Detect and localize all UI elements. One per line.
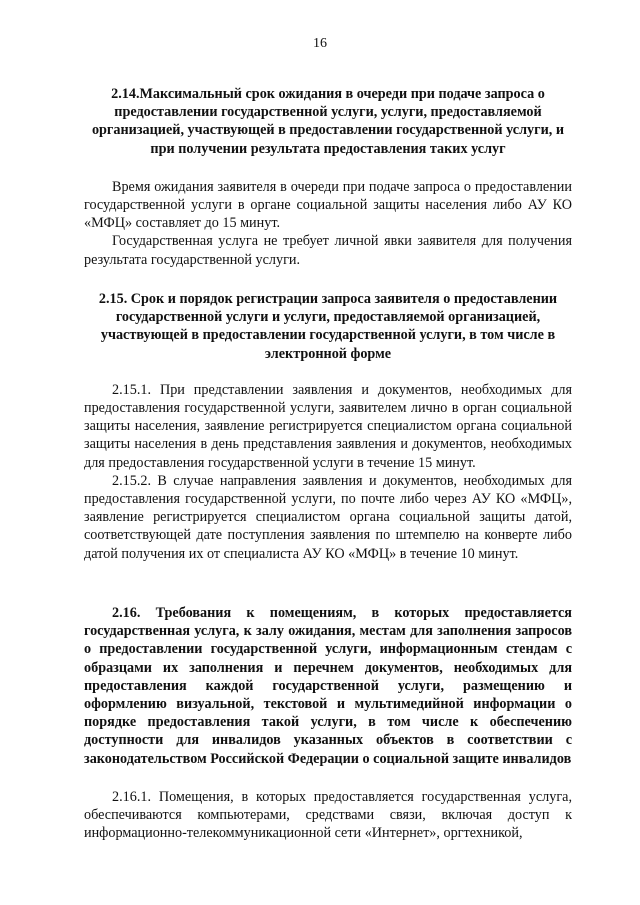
page-number: 16 — [313, 36, 327, 51]
paragraph: Государственная услуга не требует личной явки заявителя для получения результата государственной услуги. — [84, 233, 572, 268]
section-heading: 2.14.Максимальный срок ожидания в очереди при подаче запроса о предоставлении государственной услуги, услуги, предоставляемой организацией, участвующей в предоставлении государственной услуги, и при получении результата предоставления таких услуг — [91, 86, 565, 157]
section-2-16 — [84, 604, 572, 842]
section-2-15 — [84, 290, 572, 563]
paragraph: 2.15.2. В случае направления заявления и документов, необходимых для предоставления государственной услуги, по почте либо через АУ КО «МФЦ», заявление регистрируется специалистом органа социальной защиты датой, соответствующей дате поступления заявления по штемпелю на конверте либо датой получения их от специалиста АУ КО «МФЦ» в течение 10 минут. — [84, 472, 572, 562]
paragraph: 2.16.1. Помещения, в которых предоставляется государственная услуга, обеспечиваются компьютерами, средствами связи, включая доступ к информационно-телекоммуникационной сети «Интернет», оргтехникой, — [84, 788, 572, 842]
paragraph: Время ожидания заявителя в очереди при подаче запроса о предоставлении государственной услуги в органе социальной защиты населения либо АУ КО «МФЦ» составляет до 15 минут. — [84, 178, 572, 232]
paragraph: 2.15.1. При представлении заявления и документов, необходимых для предоставления государственной услуги, заявителем лично в орган социальной защиты населения, заявление регистрируется специалистом органа социальной защиты населения в день представления заявления и документов, необходимых для предоставления государственной услуги в течение 15 минут. — [84, 381, 572, 471]
section-2-14 — [84, 85, 572, 269]
section-heading: 2.15. Срок и порядок регистрации запроса заявителя о предоставлении государственной услуги и услуги, предоставляемой организацией, участвующей в предоставлении государственной услуги, в том числе в электронной форме — [98, 291, 558, 362]
section-heading: 2.16. Требования к помещениям, в которых предоставляется государственная услуга, к залу ожидания, местам для заполнения запросов о предоставлении государственной услуги, информационным стендам с образцами их заполнения и перечнем документов, необходимых для предоставления каждой государственной услуги, размещению и оформлению визуальной, текстовой и мультимедийной информации о порядке предоставления такой услуги, в том числе к обеспечению доступности для инвалидов указанных объектов в соответствии с законодательством Российской Федерации о социальной защите инвалидов — [84, 605, 572, 767]
